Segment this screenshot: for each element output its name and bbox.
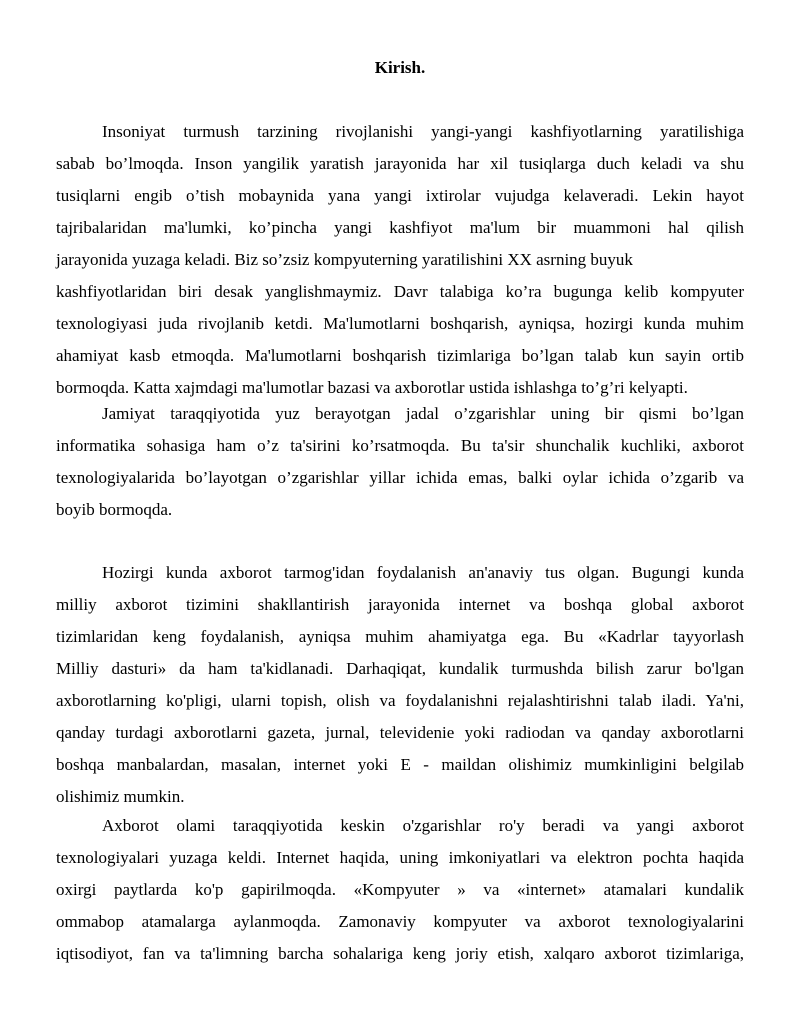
- paragraph-line: boyib bormoqda.: [56, 500, 173, 519]
- paragraph-line: boshqa manbalardan, masalan, internet yoki E - maildan olishimiz mumkinligini belgilab: [56, 755, 744, 774]
- paragraph-line: kashfiyotlaridan biri desak yanglishmaymiz. Davr talabiga ko’ra bugunga kelib kompyuter: [56, 282, 744, 301]
- paragraph-line: olishimiz mumkin.: [56, 787, 185, 806]
- paragraph-line: tizimlaridan keng foydalanish, ayniqsa muhim ahamiyatga ega. Bu «Kadrlar tayyorlash: [56, 627, 744, 646]
- paragraph-line: tajribalaridan ma'lumki, ko’pincha yangi kashfiyot ma'lum bir muammoni hal qilish: [56, 218, 744, 237]
- paragraph-line: sabab bo’lmoqda. Inson yangilik yaratish jarayonida har xil tusiqlarga duch keladi va shu: [56, 154, 744, 173]
- paragraph-4: [56, 810, 744, 970]
- paragraph-line: qanday turdagi axborotlarni gazeta, jurnal, televidenie yoki radiodan va qanday axborotlarni: [56, 723, 744, 742]
- paragraph-line: Hozirgi kunda axborot tarmog'idan foydalanish an'anaviy tus olgan. Bugungi kunda: [102, 563, 744, 582]
- paragraph-3: [56, 557, 744, 813]
- paragraph-line: bormoqda. Katta xajmdagi ma'lumotlar bazasi va axborotlar ustida ishlashga to’g’ri kelyapti.: [56, 378, 688, 397]
- paragraph-line: Insoniyat turmush tarzining rivojlanishi yangi-yangi kashfiyotlarning yaratilishiga: [102, 122, 744, 141]
- page-title: Kirish.: [374, 58, 426, 77]
- paragraph-line: iqtisodiyot, fan va ta'limning barcha sohalariga keng joriy etish, xalqaro axborot tizimlariga,: [56, 944, 744, 963]
- paragraph-line: texnologiyalarida bo’layotgan o’zgarishlar yillar ichida emas, balki oylar ichida o’zgarib va: [56, 468, 744, 487]
- paragraph-line: axborotlarning ko'pligi, ularni topish, olish va foydalanishni rejalashtirishni talab iladi. Ya'ni,: [56, 691, 744, 710]
- paragraph-line: tusiqlarni engib o’tish mobaynida yana yangi ixtirolar vujudga kelaveradi. Lekin hayot: [56, 186, 744, 205]
- paragraph-1: [56, 116, 744, 404]
- paragraph-line: Axborot olami taraqqiyotida keskin o'zgarishlar ro'y beradi va yangi axborot: [102, 816, 744, 835]
- paragraph-line: texnologiyalari yuzaga keldi. Internet haqida, uning imkoniyatlari va elektron pochta haqida: [56, 848, 744, 867]
- paragraph-2: [56, 398, 744, 526]
- paragraph-line: ahamiyat kasb etmoqda. Ma'lumotlarni boshqarish tizimlariga bo’lgan talab kun sayin ortib: [56, 346, 744, 365]
- paragraph-line: texnologiyasi juda rivojlanib ketdi. Ma'lumotlarni boshqarish, ayniqsa, hozirgi kunda muhim: [56, 314, 744, 333]
- paragraph-line: informatika sohasiga ham o’z ta'sirini ko’rsatmoqda. Bu ta'sir shunchalik kuchliki, axborot: [56, 436, 744, 455]
- paragraph-line: ommabop atamalarga aylanmoqda. Zamonaviy kompyuter va axborot texnologiyalarini: [56, 912, 744, 931]
- paragraph-line: milliy axborot tizimini shakllantirish jarayonida internet va boshqa global axborot: [56, 595, 744, 614]
- paragraph-line: Jamiyat taraqqiyotida yuz berayotgan jadal o’zgarishlar uning bir qismi bo’lgan: [102, 404, 744, 423]
- paragraph-line: Milliy dasturi» da ham ta'kidlanadi. Darhaqiqat, kundalik turmushda bilish zarur bo'lgan: [56, 659, 744, 678]
- paragraph-line: jarayonida yuzaga keladi. Biz so’zsiz kompyuterning yaratilishini XX asrning buyuk: [56, 250, 633, 269]
- paragraph-line: oxirgi paytlarda ko'p gapirilmoqda. «Kompyuter » va «internet» atamalari kundalik: [56, 880, 744, 899]
